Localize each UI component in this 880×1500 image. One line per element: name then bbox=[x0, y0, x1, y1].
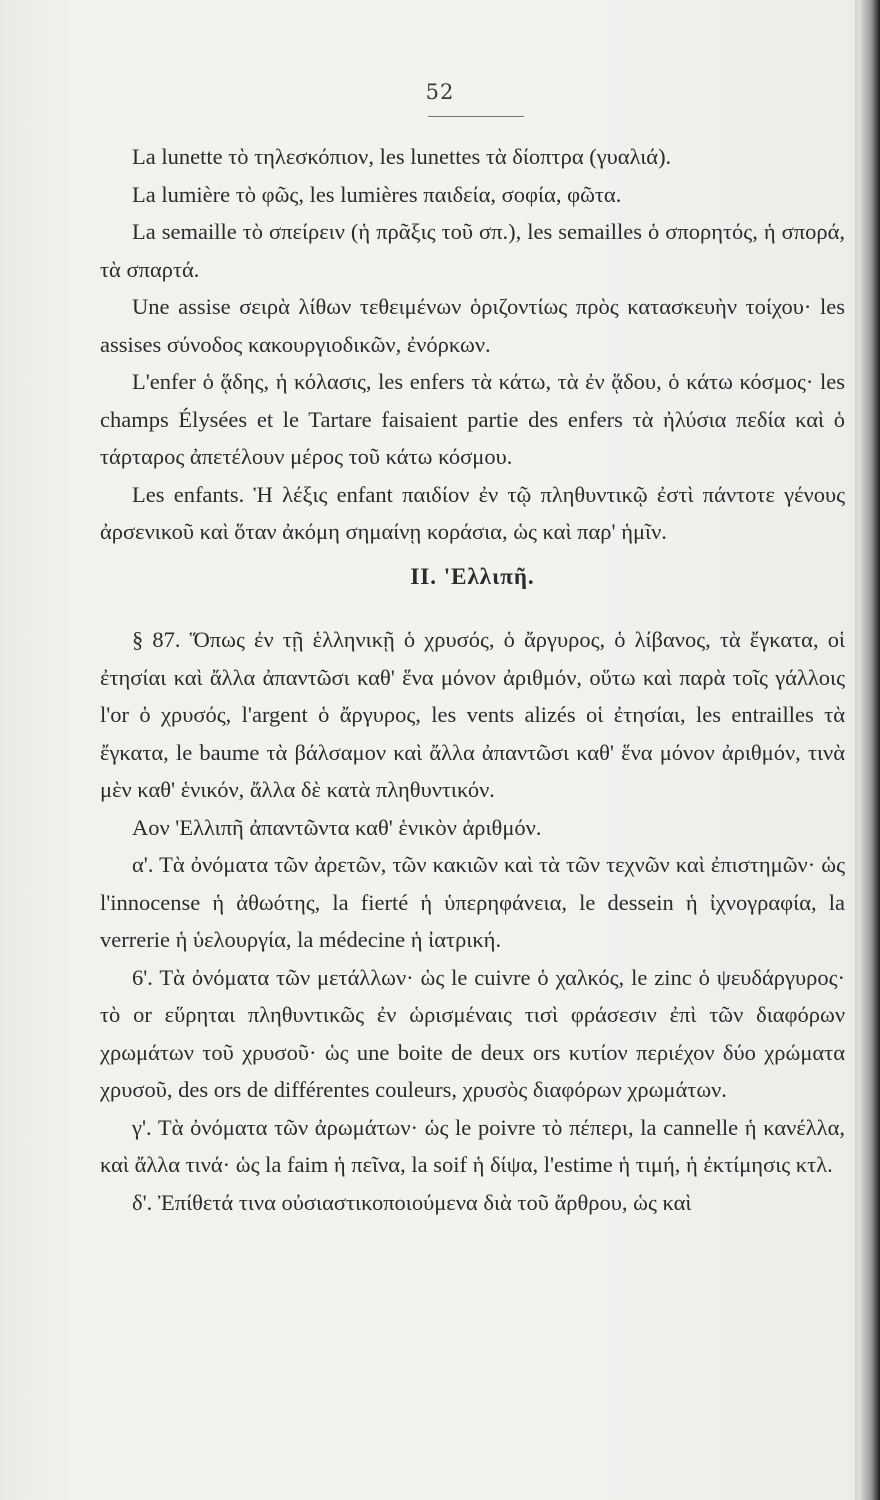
page-number: 52 bbox=[425, 80, 455, 104]
paragraph-semaille: La semaille τὸ σπείρειν (ἡ πρᾶξις τοῦ σπ.), les semailles ὁ σπορητός, ἡ σπορά, τὰ σπαρτά. bbox=[100, 219, 845, 282]
paragraph-assise: Une assise σειρὰ λίθων τεθειμένων ὁριζοντίως πρὸς κατασκευὴν τοίχου· les assises σύνοδος κακουργιοδικῶν, ἐνόρκων. bbox=[100, 294, 845, 357]
paragraph-beta: 6'. Τὰ ὀνόματα τῶν μετάλλων· ὡς le cuivre ὁ χαλκός, le zinc ὁ ψευδάργυρος· τὸ or εὕρηται πληθυντικῶς ἐν ὡρισμέναις τισὶ φράσεσιν ἐπὶ τῶν διαφόρων χρωμάτων τοῦ χρυσοῦ· ὡς une boite de deux ors κυτίον περιέχον δύο χρώματα χρυσοῦ, des ors de différentes couleurs, χρυσὸς διαφόρων χρωμάτων. bbox=[100, 964, 845, 1102]
section-numeral: II. bbox=[410, 563, 438, 589]
section-title: 'Ελλιπῆ. bbox=[443, 563, 535, 589]
page-number-rule bbox=[428, 116, 524, 117]
paragraph-alpha: α'. Τὰ ὀνόματα τῶν ἀρετῶν, τῶν κακιῶν καὶ τὰ τῶν τεχνῶν καὶ ἐπιστημῶν· ὡς l'innocense ἡ ἀθωότης, la fierté ἡ ὑπερηφάνεια, le dessein ἡ ἰχνογραφία, la verrerie ἡ ὑελουργία, la médecine ἡ ἰατρική. bbox=[100, 852, 845, 952]
paragraph-delta: δ'. Ἐπίθετά τινα οὐσιαστικοποιούμενα διὰ τοῦ ἄρθρου, ὡς καὶ bbox=[132, 1189, 692, 1215]
paragraph-subheading: Αον 'Ελλιπῆ ἀπαντῶντα καθ' ἑνικὸν ἀριθμόν. bbox=[132, 814, 542, 840]
paragraph-enfants: Les enfants. Ἡ λέξις enfant παιδίον ἐν τῷ πληθυντικῷ ἐστὶ πάντοτε γένους ἀρσενικοῦ καὶ ὅταν ἀκόμη σημαίνῃ κοράσια, ὡς καὶ παρ' ἡμῖν. bbox=[100, 481, 845, 544]
paragraph-lumiere: La lumière τὸ φῶς, les lumières παιδεία, σοφία, φῶτα. bbox=[132, 181, 622, 207]
page-edge-shadow bbox=[858, 0, 880, 1500]
paragraph-87: § 87. Ὅπως ἐν τῇ ἑλληνικῇ ὁ χρυσός, ὁ ἄργυρος, ὁ λίβανος, τὰ ἔγκατα, οἱ ἐτησίαι καὶ ἄλλα ἀπαντῶσι καθ' ἕνα μόνον ἀριθμόν, οὕτω καὶ παρὰ τοῖς γάλλοις l'or ὁ χρυσός, l'argent ὁ ἄργυρος, les vents alizés οἱ ἐτησίαι, les entrailles τὰ ἔγκατα, le baume τὰ βάλσαμον καὶ ἄλλα ἀπαντῶσι καθ' ἕνα μόνον ἀριθμόν, τινὰ μὲν καθ' ἑνικόν, ἄλλα δὲ κατὰ πληθυντικόν. bbox=[100, 627, 845, 802]
paragraph-lunette: La lunette τὸ τηλεσκόπιον, les lunettes τὰ δίοπτρα (γυαλιά). bbox=[132, 144, 672, 169]
paragraph-gamma: γ'. Τὰ ὀνόματα τῶν ἀρωμάτων· ὡς le poivre τὸ πέπερι, la cannelle ἡ κανέλλα, καὶ ἄλλα τινά· ὡς la faim ἡ πεῖνα, la soif ἡ δίψα, l'estime ἡ τιμή, ἡ ἐκτίμησις κτλ. bbox=[100, 1114, 845, 1177]
page-body bbox=[100, 138, 845, 1221]
section-heading bbox=[100, 558, 845, 596]
paragraph-enfer: L'enfer ὁ ᾅδης, ἡ κόλασις, les enfers τὰ κάτω, τὰ ἐν ᾅδου, ὁ κάτω κόσμος· les champs Élysées et le Tartare faisaient partie des enfers τὰ ἠλύσια πεδία καὶ ὁ τάρταρος ἀπετέλουν μέρος τοῦ κάτω κόσμου. bbox=[100, 369, 845, 469]
